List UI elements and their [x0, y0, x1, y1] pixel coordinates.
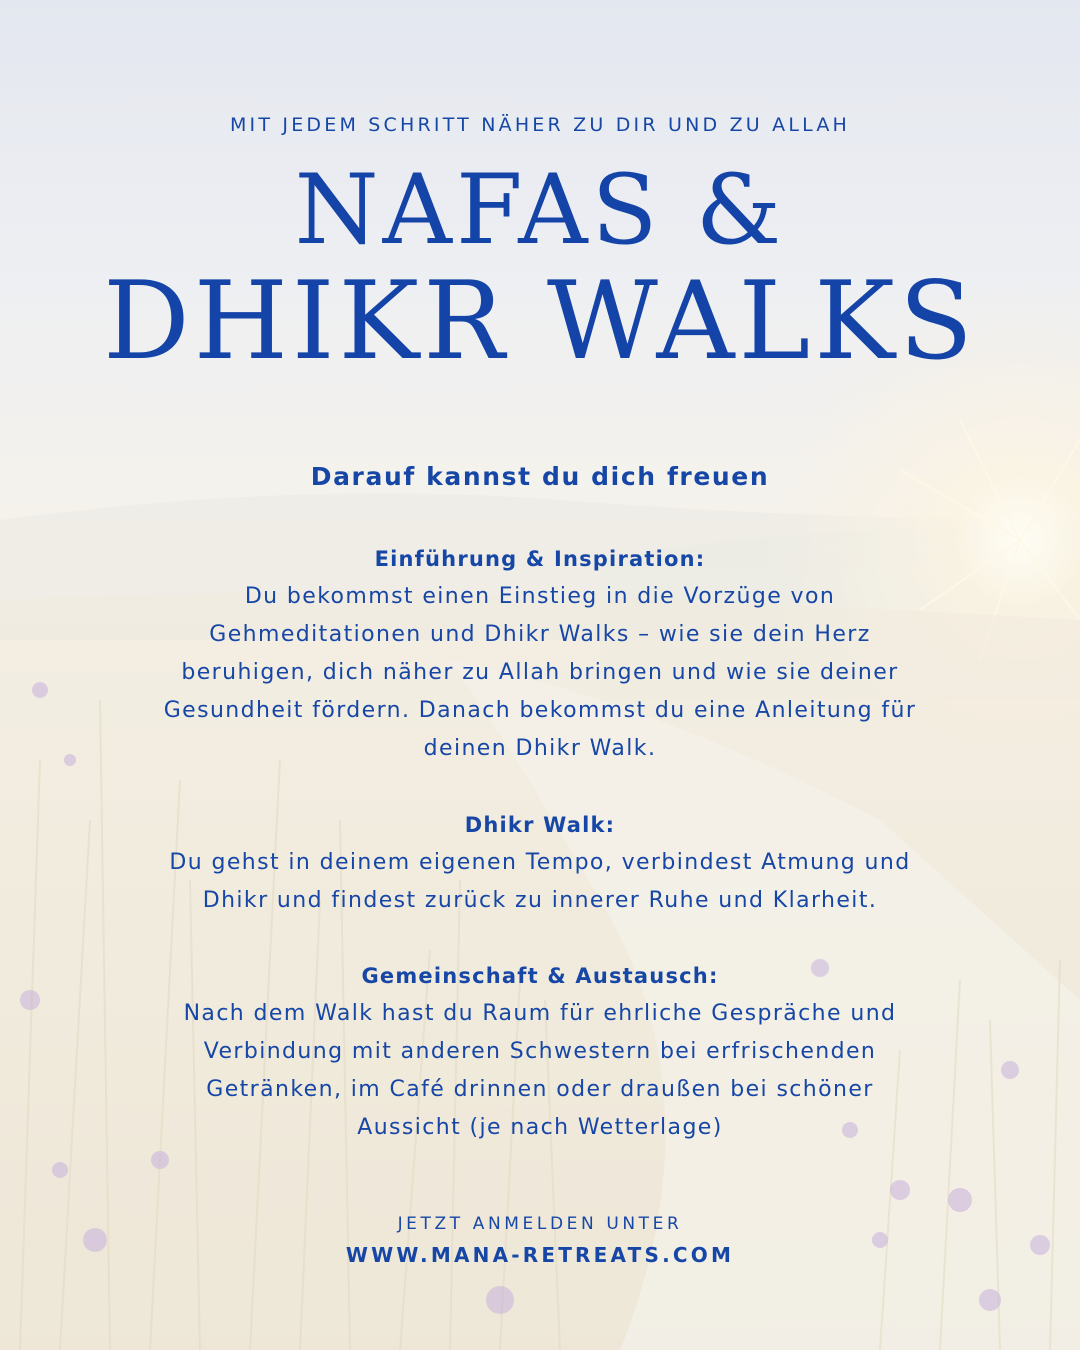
section-line: Aussicht (je nach Wetterlage) [357, 1115, 723, 1140]
cta-text: JETZT ANMELDEN UNTER [397, 1214, 683, 1234]
section-intro-inspiration [90, 540, 990, 768]
section-line: Nach dem Walk hast du Raum für ehrliche Gespräche und [183, 1001, 897, 1026]
title-line-2: DHIKR WALKS [103, 259, 977, 384]
title-line-1: NAFAS & [294, 154, 786, 266]
tagline: MIT JEDEM SCHRITT NÄHER ZU DIR UND ZU ALLAH [229, 114, 851, 136]
section-community [90, 957, 990, 1147]
section-heading: Einführung & Inspiration: [374, 547, 706, 571]
section-line: Gehmeditationen und Dhikr Walks – wie sie dein Herz [209, 622, 871, 647]
section-heading: Dhikr Walk: [464, 813, 616, 837]
intro-heading: Darauf kannst du dich freuen [310, 462, 770, 491]
section-line: beruhigen, dich näher zu Allah bringen und wie sie deiner [181, 660, 899, 685]
section-dhikr-walk [90, 806, 990, 920]
section-line: deinen Dhikr Walk. [423, 736, 657, 761]
website-link[interactable]: WWW.MANA-RETREATS.COM [345, 1243, 735, 1267]
section-heading: Gemeinschaft & Austausch: [361, 964, 719, 988]
section-line: Du bekommst einen Einstieg in die Vorzüge von [244, 584, 836, 609]
section-line: Du gehst in deinem eigenen Tempo, verbindest Atmung und [169, 850, 911, 875]
section-line: Verbindung mit anderen Schwestern bei erfrischenden [203, 1039, 877, 1064]
section-line: Getränken, im Café drinnen oder draußen bei schöner [206, 1077, 874, 1102]
section-line: Dhikr und findest zurück zu innerer Ruhe und Klarheit. [202, 888, 878, 913]
section-line: Gesundheit fördern. Danach bekommst du eine Anleitung für [163, 698, 917, 723]
